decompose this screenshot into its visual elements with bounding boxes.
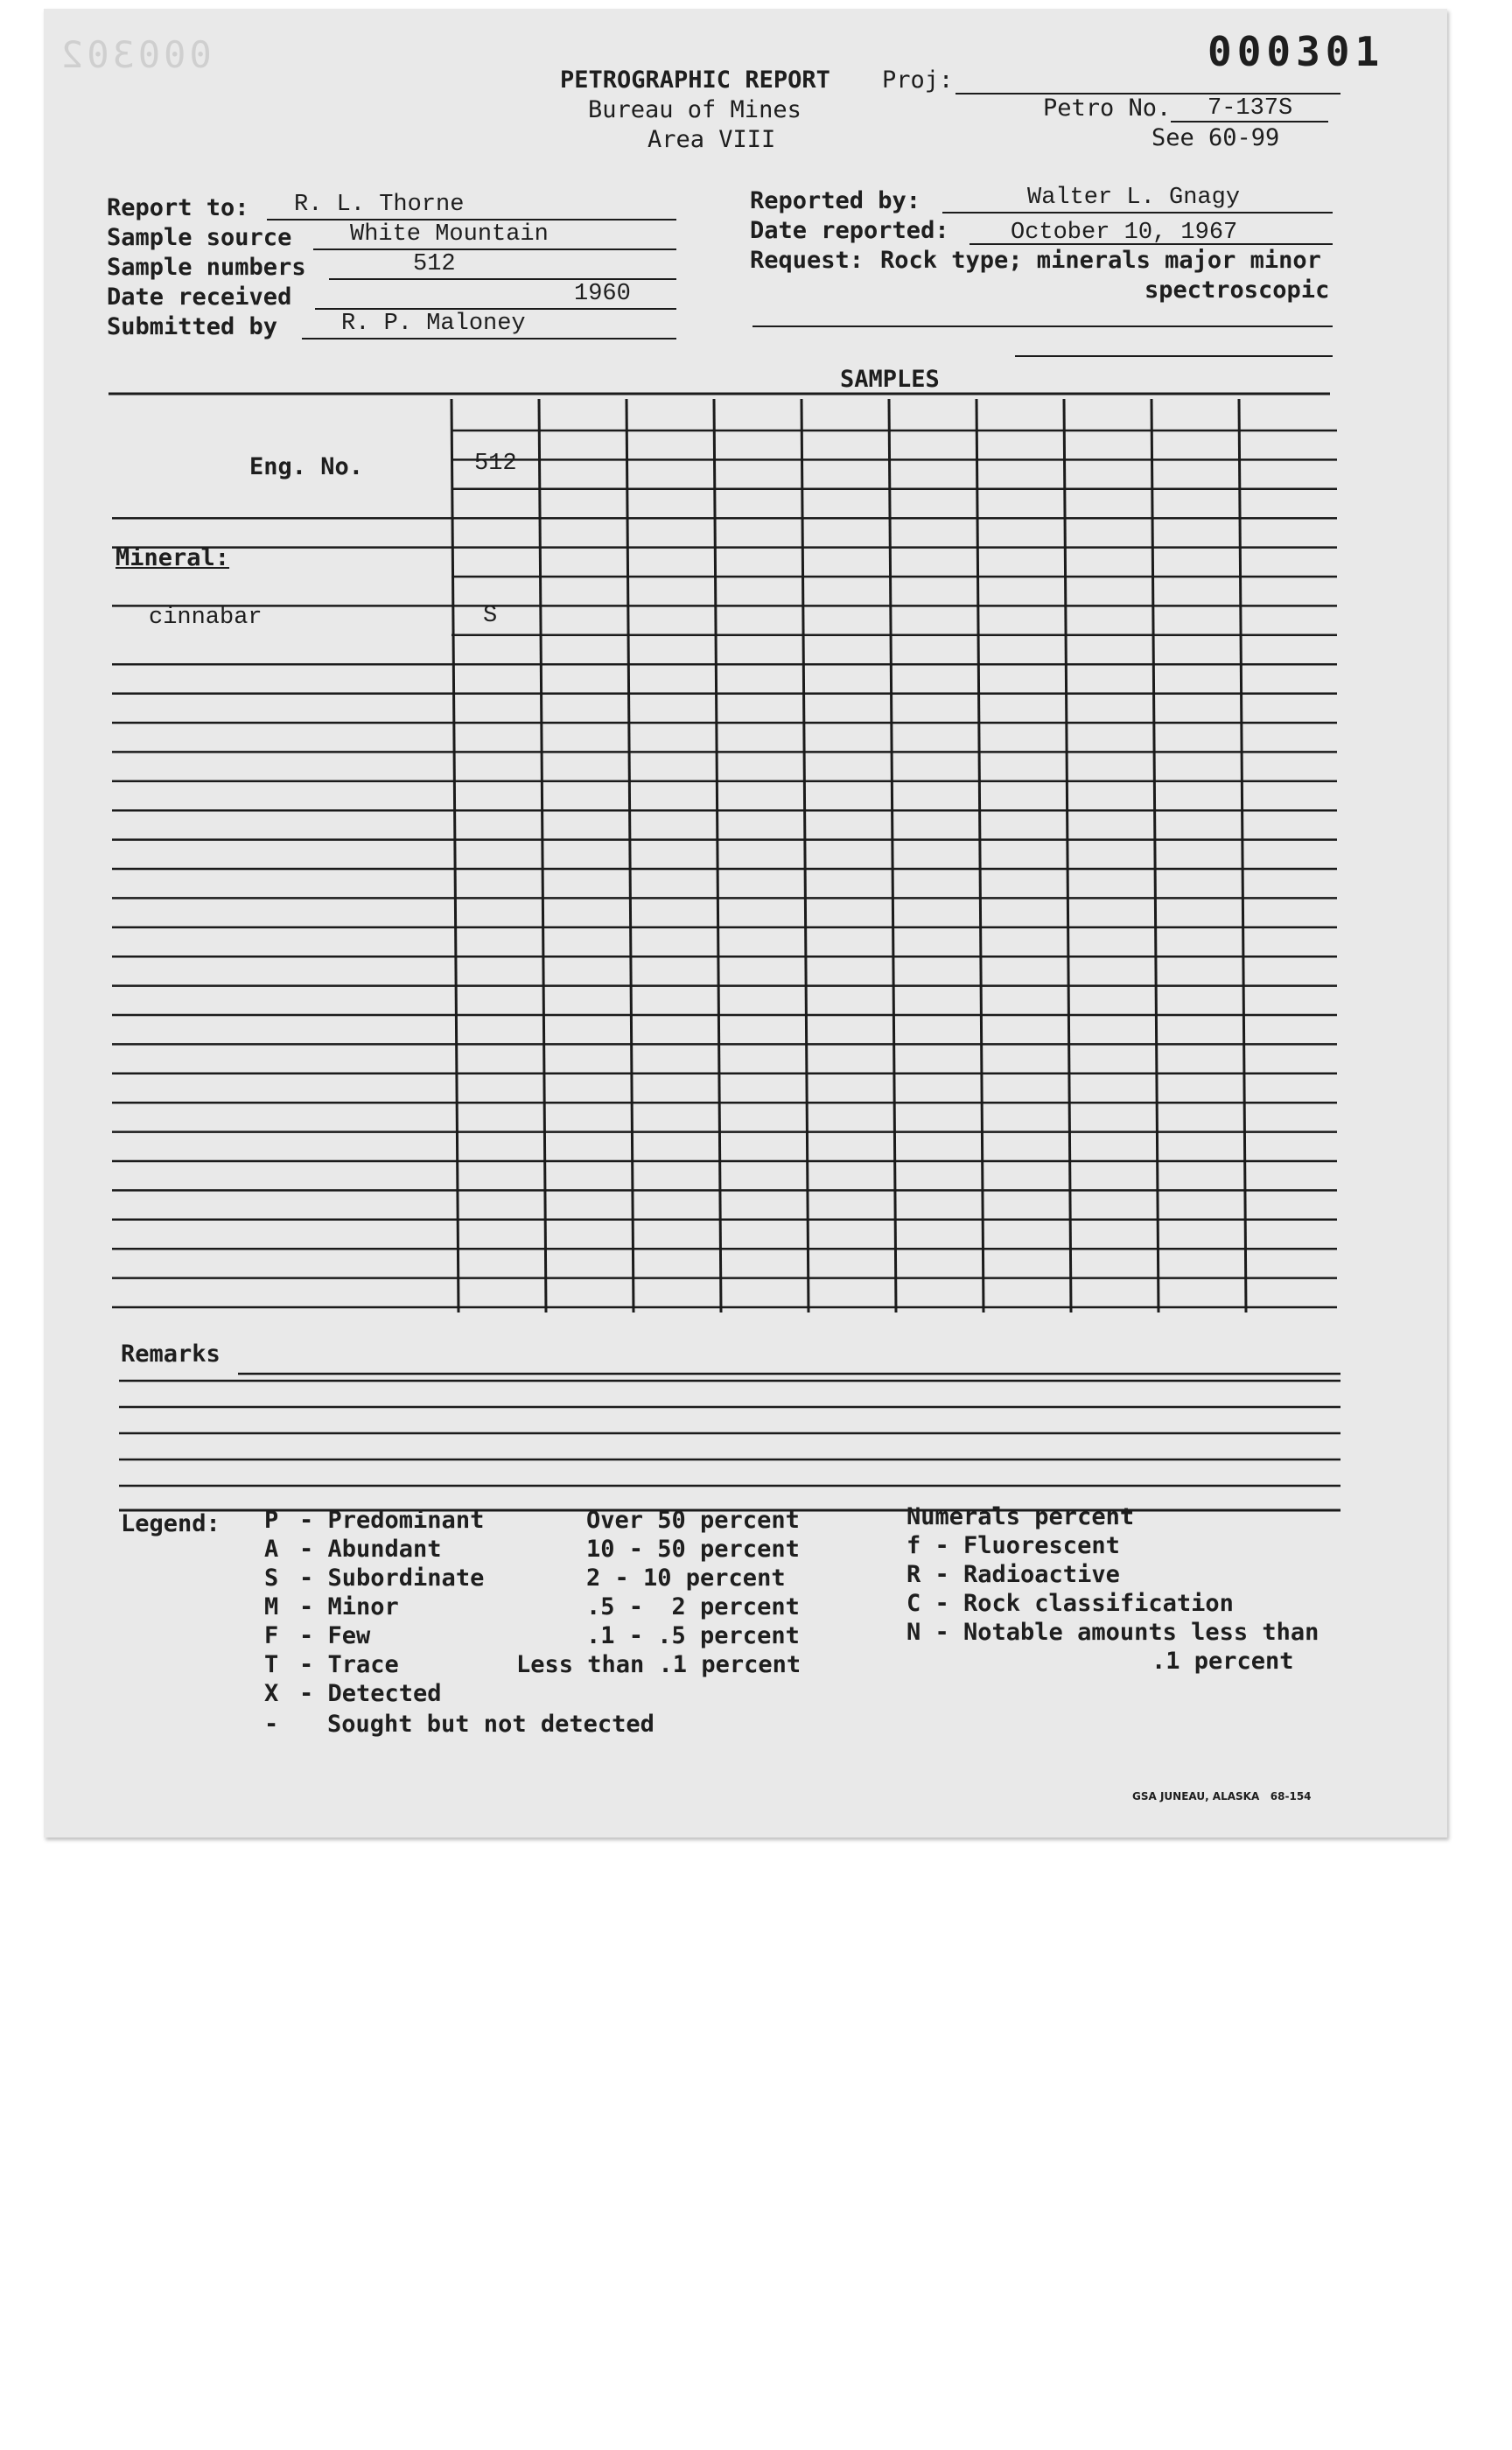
submitted-by-value: R. P. Maloney	[341, 311, 526, 337]
legend-label: Legend:	[121, 1510, 220, 1537]
petro-value: 7-137S	[1208, 95, 1293, 122]
legend-range: 2 - 10 percent	[586, 1564, 786, 1592]
legend-note: N - Notable amounts less than	[906, 1619, 1320, 1646]
sample-source-value: White Mountain	[350, 221, 549, 248]
date-reported-label: Date reported:	[750, 217, 949, 244]
request-label: Request:	[750, 247, 864, 274]
area-label: Area VIII	[648, 126, 776, 153]
grid-column-line	[1064, 399, 1071, 1312]
legend-code: S	[264, 1564, 279, 1592]
footer-form-code: GSA JUNEAU, ALASKA 68-154	[1132, 1790, 1312, 1802]
grid-column-line	[539, 399, 546, 1312]
agency-name: Bureau of Mines	[588, 96, 802, 123]
legend-name: Subordinate	[327, 1564, 485, 1592]
legend-note: f - Fluorescent	[906, 1532, 1120, 1559]
legend-note: .1 percent	[1152, 1648, 1294, 1675]
grid-column-line	[1239, 399, 1246, 1312]
grid-column-line	[452, 399, 458, 1312]
grid-column-line	[1152, 399, 1158, 1312]
date-received-value: 1960	[574, 281, 631, 307]
legend-note: R - Radioactive	[906, 1561, 1120, 1588]
grid-column-line	[889, 399, 896, 1312]
legend-name: Detected	[327, 1680, 442, 1707]
report-to-value: R. L. Thorne	[294, 192, 465, 218]
doc-number-stamp: 000301	[1208, 28, 1385, 75]
legend-name: Few	[327, 1622, 371, 1649]
grid-column-line	[626, 399, 634, 1312]
legend-code: -	[264, 1711, 279, 1738]
request-line-2: spectroscopic	[1144, 276, 1330, 304]
legend-code: P	[264, 1507, 279, 1534]
legend-range: Over 50 percent	[586, 1507, 800, 1534]
petro-label: Petro No.	[1043, 94, 1172, 122]
mineral-name: cinnabar	[149, 605, 262, 631]
sample-numbers-label: Sample numbers	[107, 254, 306, 281]
legend-code: X	[264, 1680, 279, 1707]
legend-note: Numerals percent	[906, 1503, 1135, 1530]
eng-no-label: Eng. No.	[249, 453, 364, 480]
sample-numbers-value: 512	[413, 251, 456, 277]
report-sheet: 000302 000301 PETROGRAPHIC REPORT Bureau of Mines Area VIII Proj: Petro No. 7-137S See 60-99 Report to: R. L. Thorne Sample source White Mountain Sample numbers 512 Date received 1960 Submitted by R. P. Maloney Reported by: Walter L. Gnagy Date reported: October 10, 1967 Request: Rock type; minerals major minor spectroscopic SAMPLES Eng. No. 512 Mineral: cinnabar S Remarks Legend: P - Predominant Over 50 percent A - Abundant 10 - 50 percent S - Subordinate 2 - 10 percent M - Minor .5 - 2 percent F - Few .1 - .5 percent T - Trace Less than .1 percent X - Detected - Sought but not detected Numerals percent f - Fluorescent R - Radioactive C - Rock classification N - Notable amounts less than .1 percent GSA JUNEAU, ALASKA 68-154	[44, 9, 1447, 1838]
legend-code: M	[264, 1593, 279, 1620]
legend-range: .1 - .5 percent	[586, 1622, 800, 1649]
see-reference: See 60-99	[1152, 124, 1280, 151]
sample-source-label: Sample source	[107, 224, 292, 251]
ghost-doc-number: 000302	[58, 33, 212, 76]
legend-name: Sought but not detected	[327, 1711, 654, 1738]
report-title: PETROGRAPHIC REPORT	[560, 66, 830, 94]
mineral-value: S	[483, 603, 498, 629]
date-reported-value: October 10, 1967	[1011, 220, 1238, 246]
legend-note: C - Rock classification	[906, 1590, 1234, 1617]
reported-by-label: Reported by:	[750, 187, 921, 214]
date-received-label: Date received	[107, 284, 292, 311]
legend-code: T	[264, 1651, 279, 1678]
request-line-1: Rock type; minerals major minor	[880, 247, 1321, 274]
grid-column-line	[714, 399, 721, 1312]
report-to-label: Report to:	[107, 194, 249, 221]
legend-range: 10 - 50 percent	[586, 1536, 800, 1563]
grid-column-line	[976, 399, 984, 1312]
samples-grid	[44, 9, 1447, 1374]
proj-label: Proj:	[882, 66, 954, 94]
legend-name: Minor	[327, 1593, 399, 1620]
submitted-by-label: Submitted by	[107, 313, 278, 340]
legend-range: .5 - 2 percent	[586, 1593, 800, 1620]
eng-no-value: 512	[474, 451, 517, 477]
samples-heading: SAMPLES	[840, 366, 940, 393]
legend-code: F	[264, 1622, 279, 1649]
grid-column-line	[802, 399, 808, 1312]
remarks-label: Remarks	[121, 1340, 220, 1368]
legend-range: Less than .1 percent	[516, 1651, 802, 1678]
reported-by-value: Walter L. Gnagy	[1027, 185, 1241, 211]
legend-name: Abundant	[327, 1536, 442, 1563]
legend-name: Predominant	[327, 1507, 485, 1534]
legend-name: Trace	[327, 1651, 399, 1678]
legend-code: A	[264, 1536, 279, 1563]
mineral-heading: Mineral:	[116, 544, 230, 571]
